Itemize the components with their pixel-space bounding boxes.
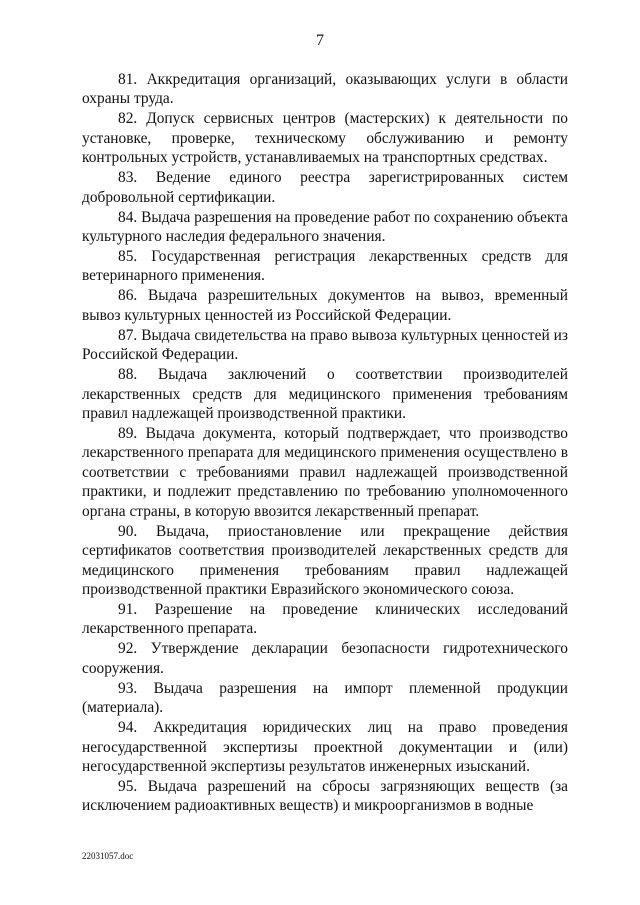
list-item-83: 83. Ведение единого реестра зарегистрированных систем добровольной сертификации. bbox=[82, 169, 568, 206]
list-item-93: 93. Выдача разрешения на импорт племенной продукции (материала). bbox=[82, 679, 568, 717]
list-item-89: 89. Выдача документа, который подтверждает, что производство лекарственного препарата для медицинского применения осуществлено в соответствии с требованиями правил надлежащей производственной практики, и подлежит представлению по требованию уполномоченного органа страны, в которую ввозится лекарственный препарат. bbox=[82, 425, 568, 520]
list-item-85: 85. Государственная регистрация лекарственных средств для ветеринарного применения. bbox=[82, 248, 568, 285]
list-item-87: 87. Выдача свидетельства на право вывоза культурных ценностей из Российской Федерации. bbox=[82, 326, 568, 364]
list-item-84: 84. Выдача разрешения на проведение работ по сохранению объекта культурного наследия федерального значения. bbox=[82, 208, 568, 246]
list-item-94: 94. Аккредитация юридических лиц на право проведения негосударственной экспертизы проектной документации и (или) негосударственной экспертизы результатов инженерных изысканий. bbox=[82, 719, 568, 775]
document-body bbox=[82, 70, 568, 816]
list-item-91: 91. Разрешение на проведение клинических исследований лекарственного препарата. bbox=[82, 600, 568, 638]
list-item-92: 92. Утверждение декларации безопасности гидротехнического сооружения. bbox=[82, 640, 568, 677]
document-footer-code: 22031057.doc bbox=[82, 851, 134, 861]
list-item-88: 88. Выдача заключений о соответствии производителей лекарственных средств для медицинского применения требованиям правил надлежащей производственной практики. bbox=[82, 366, 568, 423]
list-item-90: 90. Выдача, приостановление или прекращение действия сертификатов соответствия производителей лекарственных средств для медицинского применения требованиям правил надлежащей производственной практики Евразийского экономического союза. bbox=[82, 522, 568, 598]
page-number: 7 bbox=[316, 32, 324, 49]
list-item-95: 95. Выдача разрешений на сбросы загрязняющих веществ (за исключением радиоактивных веществ) и микроорганизмов в водные bbox=[82, 777, 568, 815]
list-item-82: 82. Допуск сервисных центров (мастерских) к деятельности по установке, проверке, техническому обслуживанию и ремонту контрольных устройств, устанавливаемых на транспортных средствах. bbox=[82, 110, 568, 167]
list-item-81: 81. Аккредитация организаций, оказывающих услуги в области охраны труда. bbox=[82, 71, 568, 108]
list-item-86: 86. Выдача разрешительных документов на вывоз, временный вывоз культурных ценностей из Российской Федерации. bbox=[82, 287, 568, 324]
